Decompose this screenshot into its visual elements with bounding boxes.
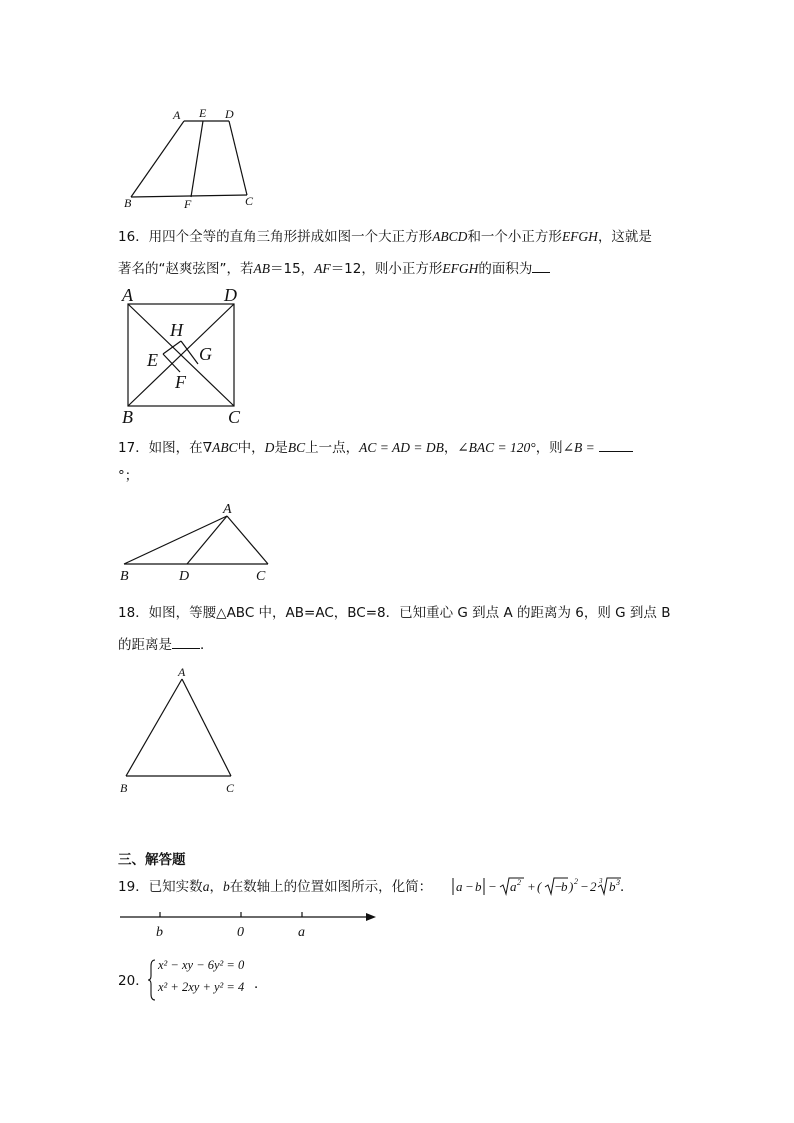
triangle-abd-figure — [116, 498, 276, 584]
question-17-line2: °； — [118, 468, 139, 484]
label-H: H — [170, 320, 183, 340]
svg-text:(: ( — [537, 879, 542, 894]
question-number: 17 — [118, 440, 136, 456]
axis-label-a: a — [298, 925, 305, 940]
label-E: E — [147, 350, 158, 370]
question-16-line2: 著名的“赵爽弦图”，若AB＝15，AF＝12，则小正方形EFGH的面积为 — [118, 258, 550, 279]
svg-text:2: 2 — [517, 878, 521, 887]
svg-text:2: 2 — [590, 879, 597, 894]
svg-text:a: a — [510, 879, 517, 894]
label-D: D — [225, 107, 234, 121]
label-A: A — [178, 665, 186, 679]
number-line — [118, 905, 382, 943]
svg-text:b: b — [561, 879, 568, 894]
answer-blank — [599, 437, 633, 452]
svg-text:b: b — [475, 879, 482, 894]
svg-text:−: − — [554, 879, 563, 894]
question-17-line1: 17．如图，在∇ABC中，D是BC上一点，AC = AD = DB，∠BAC = 120°，则∠B = — [118, 437, 633, 458]
label-A: A — [223, 502, 232, 517]
svg-text:3: 3 — [599, 877, 603, 885]
section-heading: 三、解答题 — [118, 852, 186, 868]
question-number: 19 — [118, 879, 136, 895]
answer-blank — [532, 258, 550, 273]
equation-1: x² − xy − 6y² = 0 — [158, 958, 245, 972]
svg-text:2: 2 — [574, 877, 578, 886]
label-G: G — [199, 344, 212, 364]
svg-text:−: − — [580, 879, 589, 894]
trapezoid-figure — [118, 104, 268, 212]
simplify-expression — [450, 873, 640, 899]
answer-blank — [172, 634, 200, 649]
axis-label-zero: 0 — [237, 925, 244, 940]
question-18-line1: 18．如图，等腰△ABC 中，AB=AC，BC=8．已知重心 G 到点 A 的距离为 6，则 G 到点 B — [118, 605, 671, 621]
axis-label-b: b — [156, 925, 163, 940]
isosceles-triangle-figure — [116, 663, 240, 799]
question-19-end: ． — [620, 879, 634, 895]
label-F: F — [175, 372, 186, 392]
question-20-end: ． — [254, 976, 268, 992]
svg-text:+: + — [527, 879, 536, 894]
question-number: 20 — [118, 973, 136, 989]
svg-text:−: − — [465, 879, 474, 894]
label-B: B — [120, 569, 129, 584]
label-E: E — [199, 106, 207, 120]
equation-system-brace — [147, 958, 157, 1002]
equation-2: x² + 2xy + y² = 4 — [158, 980, 245, 994]
question-18-line2: 的距离是 ． — [118, 634, 214, 655]
svg-text:−: − — [488, 879, 497, 894]
label-A: A — [122, 285, 133, 305]
label-D: D — [224, 285, 237, 305]
label-B: B — [122, 407, 133, 426]
label-B: B — [124, 196, 132, 210]
svg-text:): ) — [569, 879, 574, 894]
question-number: 18 — [118, 605, 136, 621]
svg-text:3: 3 — [616, 878, 620, 887]
question-16-line1: 16．用四个全等的直角三角形拼成如图一个大正方形ABCD和一个小正方形EFGH，这就是 — [118, 229, 652, 245]
question-19: 19．已知实数a，b在数轴上的位置如图所示，化简： — [118, 879, 433, 895]
label-C: C — [245, 194, 254, 208]
label-A: A — [173, 108, 181, 122]
label-B: B — [120, 781, 128, 795]
label-F: F — [184, 197, 192, 211]
svg-text:b: b — [609, 879, 616, 894]
question-number: 16 — [118, 229, 136, 245]
zhao-shuang-figure — [118, 284, 248, 426]
label-D: D — [179, 569, 190, 584]
label-C: C — [256, 569, 266, 584]
question-20-number: 20． — [118, 973, 149, 989]
label-C: C — [228, 407, 241, 426]
label-C: C — [226, 781, 235, 795]
svg-text:a: a — [456, 879, 463, 894]
